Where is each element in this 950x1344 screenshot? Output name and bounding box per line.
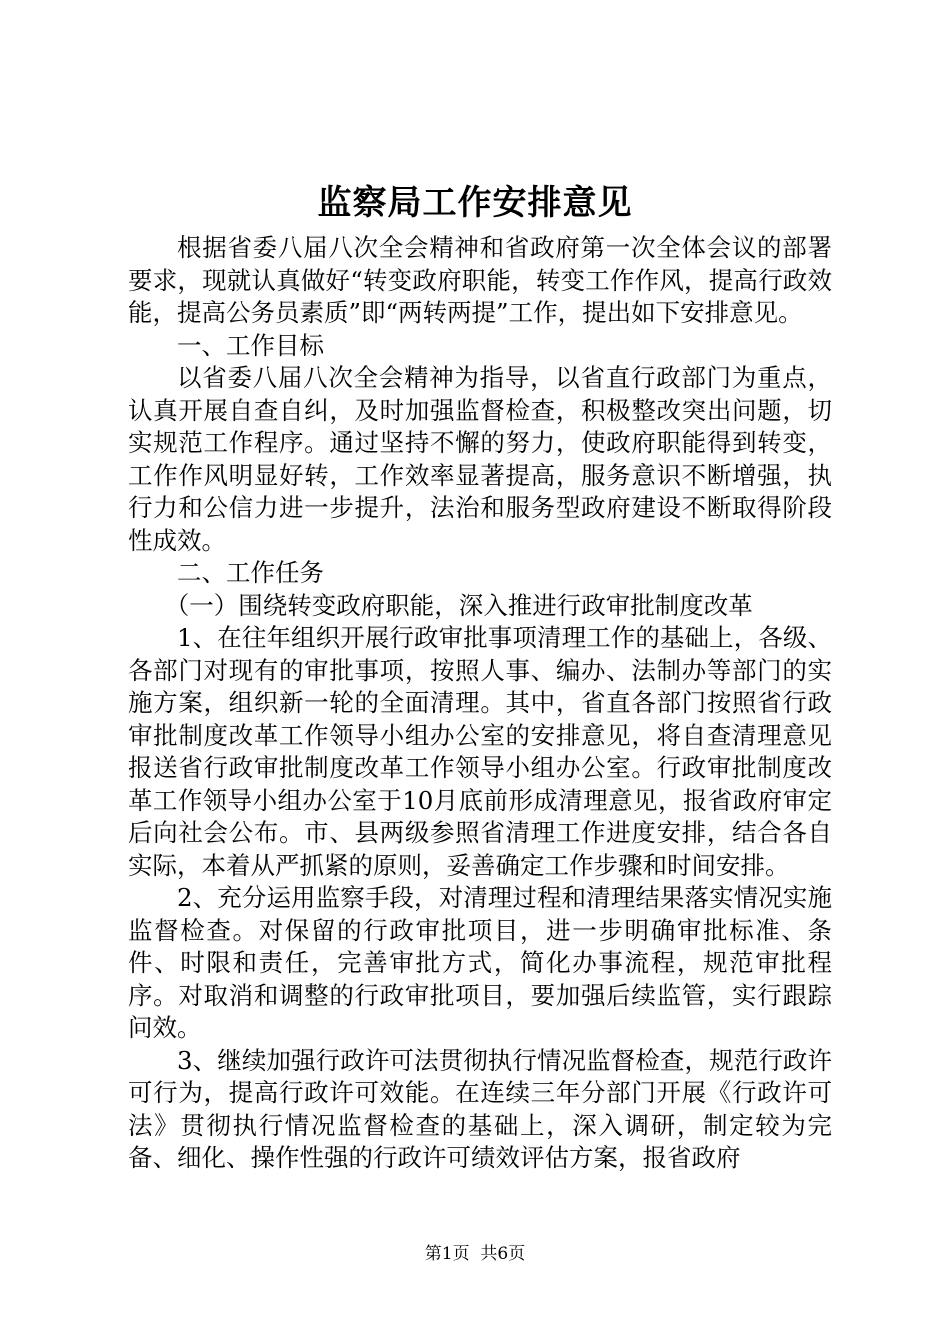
goals-paragraph: 以省委八届八次全会精神为指导，以省直行政部门为重点，认真开展自查自纠，及时加强监督检查，积极整改突出问题，切实规范工作程序。通过坚持不懈的努力，使政府职能得到转变，工作作风明显好转，工作效率显著提高，服务意识不断增强，执行力和公信力进一步提升，法治和服务型政府建设不断取得阶段性成效。 — [128, 363, 832, 555]
subsection-heading-1: （一）围绕转变政府职能，深入推进行政审批制度改革 — [164, 590, 753, 620]
section-heading-goals: 一、工作目标 — [177, 330, 324, 360]
document-title: 监察局工作安排意见 — [317, 183, 633, 223]
page-total: 共6页 — [480, 1244, 526, 1264]
document-body — [128, 232, 832, 1175]
section-heading-tasks: 二、工作任务 — [177, 558, 324, 587]
page-footer — [0, 1243, 950, 1265]
task-item-2: 2、充分运用监察手段，对清理过程和清理结果落实情况实施监督检查。对保留的行政审批项目，进一步明确审批标准、条件、时限和责任，完善审批方式，简化办事流程，规范审批程序。对取消和调整的行政审批项目，要加强后续监管，实行跟踪问效。 — [128, 883, 832, 1042]
intro-paragraph: 根据省委八届八次全会精神和省政府第一次全体会议的部署要求，现就认真做好“转变政府职能，转变工作作风，提高行政效能，提高公务员素质”即“两转两提”工作，提出如下安排意见。 — [128, 233, 832, 327]
task-item-1: 1、在往年组织开展行政审批事项清理工作的基础上，各级、各部门对现有的审批事项，按照人事、编办、法制办等部门的实施方案，组织新一轮的全面清理。其中，省直各部门按照省行政审批制度改革工作领导小组办公室的安排意见，将自查清理意见报送省行政审批制度改革工作领导小组办公室。行政审批制度改革工作领导小组办公室于10月底前形成清理意见，报省政府审定后向社会公布。市、县两级参照省清理工作进度安排，结合各自实际，本着从严抓紧的原则，妥善确定工作步骤和时间安排。 — [128, 623, 832, 880]
task-item-3: 3、继续加强行政许可法贯彻执行情况监督检查，规范行政许可行为，提高行政许可效能。在连续三年分部门开展《行政许可法》贯彻执行情况监督检查的基础上，深入调研，制定较为完备、细化、操作性强的行政许可绩效评估方案，报省政府 — [128, 1045, 832, 1172]
page-number: 第1页 — [424, 1244, 470, 1264]
